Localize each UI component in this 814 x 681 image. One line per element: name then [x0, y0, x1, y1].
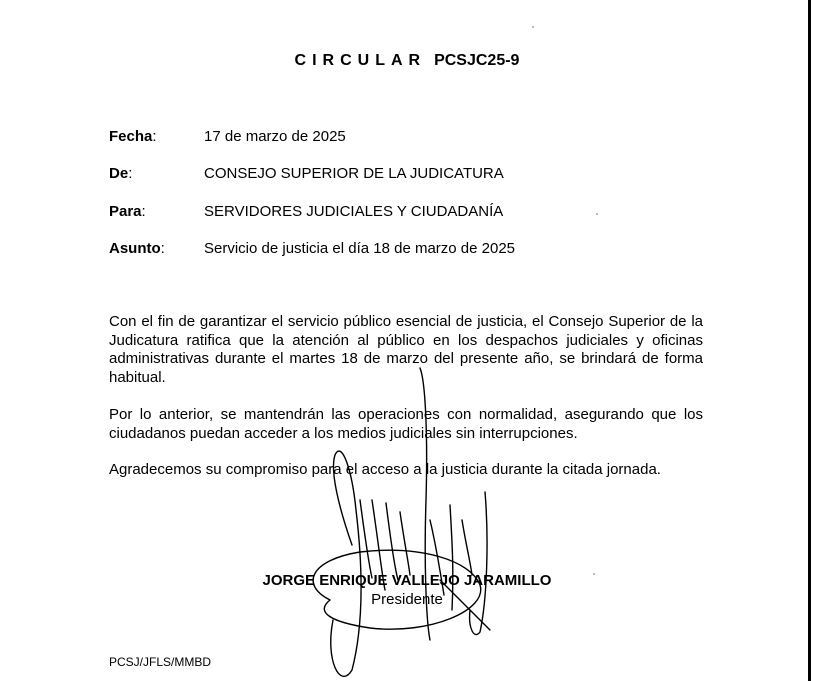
meta-value-para: SERVIDORES JUDICIALES Y CIUDADANÍA [204, 203, 504, 220]
meta-label-de: De [109, 165, 129, 182]
meta-label-asunto: Asunto [109, 240, 161, 257]
signer-role: Presidente [371, 591, 443, 608]
meta-value-fecha: 17 de marzo de 2025 [204, 128, 346, 145]
circular-title [0, 52, 814, 70]
scan-speck [532, 26, 534, 28]
doc-type: CIRCULAR [294, 52, 427, 69]
scan-speck [593, 573, 595, 575]
reference-code: PCSJ/JFLS/MMBD [109, 655, 212, 669]
body-paragraph-3: Agradecemos su compromiso para el acceso a la justicia durante la citada jornada. [109, 461, 661, 478]
meta-label-fecha: Fecha [109, 128, 153, 145]
scan-speck [596, 213, 598, 215]
meta-value-asunto: Servicio de justicia el día 18 de marzo de 2025 [204, 240, 516, 257]
body-paragraph-2: Por lo anterior, se mantendrán las operaciones con normalidad, asegurando que los ciudadanos puedan acceder a los medios judiciales sin interrupciones. [109, 406, 703, 442]
body-paragraph-1: Con el fin de garantizar el servicio público esencial de justicia, el Consejo Superior de la Judicatura ratifica que la atención al público en los despachos judiciales y oficinas administrativas durante el martes 18 de marzo del presente año, se brindará de forma habitual. [109, 313, 703, 386]
meta-label-para: Para [109, 203, 142, 220]
doc-number: PCSJC25-9 [434, 52, 520, 69]
meta-value-de: CONSEJO SUPERIOR DE LA JUDICATURA [204, 165, 504, 182]
signer-name: JORGE ENRIQUE VALLEJO JARAMILLO [262, 572, 552, 589]
